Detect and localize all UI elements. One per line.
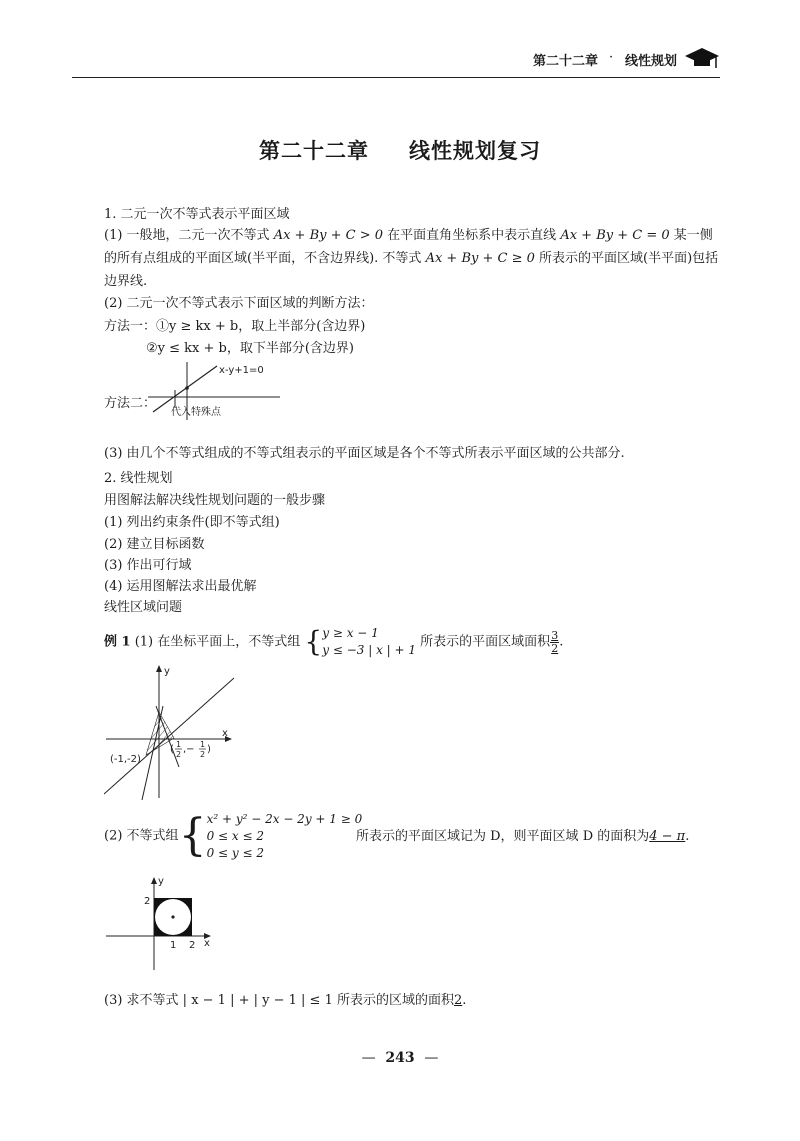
section1-paragraph2: (2) 二元一次不等式表示下面区域的判断方法： — [104, 296, 374, 311]
section2-heading: 2. 线性规划 — [104, 471, 173, 486]
q1-system — [322, 625, 416, 659]
s1p1-ineq2: Ax + By + C ≥ 0 — [425, 251, 535, 266]
example1-q2-tail: 所表示的平面区域记为 D，则平面区域 D 的面积为4 − π. — [356, 829, 690, 844]
method2-origin-dot — [185, 386, 189, 390]
graph2-y-label: y — [158, 876, 164, 887]
q3-text-a: (3) 求不等式 | x − 1 | + | y − 1 | ≤ 1 所表示的区域的面积 — [104, 993, 454, 1008]
method1-b: ②y ≤ kx + b，取下半部分(含边界) — [146, 341, 354, 356]
graph1-x-label: x — [222, 728, 228, 739]
example1-graph2 — [104, 874, 214, 974]
graph2-x-label: x — [204, 938, 210, 949]
graph2-tick-y2: 2 — [144, 896, 151, 907]
method2-boundary-line — [153, 366, 217, 412]
q3-answer: 2 — [453, 993, 463, 1008]
s1p1-b: 在平面直角坐标系中表示直线 — [387, 228, 557, 243]
graph1-comma: ,− — [183, 744, 195, 755]
s1p1-line: Ax + By + C = 0 — [560, 228, 670, 243]
example1-q3: (3) 求不等式 | x − 1 | + | y − 1 | ≤ 1 所表示的区域的面积2. — [104, 993, 467, 1008]
graph1-y-arrow — [156, 665, 162, 672]
graph1-py-num: 1 — [200, 740, 206, 749]
s1p1-d: 所表示的平面区域(半平面)包括边界线. — [104, 251, 719, 289]
example1-q1: 例 1 (1) 在坐标平面上，不等式组 { y ≥ x − 1 y ≤ −3 | x | + 1 所表示的平面区域面积 $\frac{3}{2}$ . — [104, 625, 564, 658]
q2-ineq3: 0 ≤ y ≤ 2 — [206, 845, 264, 860]
method1-a: ①y ≥ kx + b，取上半部分(含边界) — [156, 319, 366, 334]
graduation-cap-icon — [683, 44, 721, 70]
section1-heading: 1. 二元一次不等式表示平面区域 — [104, 207, 290, 222]
s1p1-ineq: Ax + By + C > 0 — [273, 228, 384, 243]
q1-text-a: (1) 在坐标平面上，不等式组 — [134, 634, 301, 650]
graph1-y-label: y — [164, 666, 170, 677]
section1-paragraph1 — [104, 224, 724, 293]
title-chapter: 第二十二章 — [259, 139, 369, 163]
header-separator: · — [609, 50, 614, 65]
graph1-py-den: 2 — [200, 750, 206, 759]
q1-answer-num: 3 — [551, 628, 559, 642]
q2-text-a: (2) 不等式组 — [104, 828, 179, 844]
section1-paragraph3: (3) 由几个不等式组成的不等式组表示的平面区域是各个不等式所表示平面区域的公共部分. — [104, 446, 625, 461]
graph1-point-left: (-1,-2) — [110, 754, 141, 765]
q1-ineq2: y ≤ −3 | x | + 1 — [322, 643, 417, 657]
section2-step1: (1) 列出约束条件(即不等式组) — [104, 515, 280, 530]
graph1-px-den: 2 — [176, 750, 182, 759]
graph2-tick-x2: 2 — [189, 940, 196, 951]
method2-line-label: x-y+1=0 — [219, 365, 264, 376]
graph2-center-dot — [171, 915, 174, 918]
q2-system — [207, 811, 363, 862]
q1-answer-den: 2 — [551, 641, 559, 655]
q1-answer — [550, 630, 559, 655]
q1-text-b: 所表示的平面区域面积 — [420, 634, 551, 650]
method2-diagram — [145, 360, 285, 422]
section2-step3: (3) 作出可行域 — [104, 558, 192, 573]
section2-subheading: 线性区域问题 — [104, 600, 183, 615]
graph1-point-right-close: ) — [207, 744, 211, 755]
q2-ineq2: 0 ≤ x ≤ 2 — [206, 828, 264, 843]
example1-graph1 — [104, 662, 244, 802]
title-name: 线性规划复习 — [409, 139, 541, 163]
graph1-px-num: 1 — [176, 740, 182, 749]
header-topic: 线性规划 — [625, 54, 678, 69]
section2-intro: 用图解法解决线性规划问题的一般步骤 — [104, 493, 326, 508]
page-title — [0, 135, 800, 165]
graph1-line-y-eq-x-minus-1 — [104, 678, 234, 794]
example1-label: 例 1 — [104, 634, 131, 650]
method1-label: 方法一： — [104, 319, 157, 334]
header-rule — [72, 77, 720, 78]
section2-step4: (4) 运用图解法求出最优解 — [104, 579, 257, 594]
page-footer: — 243 — — [361, 1050, 439, 1066]
graph1-point-right-open: ( — [170, 744, 174, 755]
graph2-y-arrow — [151, 877, 157, 884]
method2-point-label: 代入特殊点 — [171, 407, 221, 418]
graph2-tick-x1: 1 — [170, 940, 177, 951]
q2-ineq1: x² + y² − 2x − 2y + 1 ≥ 0 — [206, 811, 363, 826]
q1-ineq1: y ≥ x − 1 — [322, 626, 379, 640]
q2-answer: 4 − π — [649, 829, 686, 844]
q2-text-b: 所表示的平面区域记为 D，则平面区域 D 的面积为 — [356, 829, 650, 844]
method2-label: 方法二： — [104, 396, 157, 411]
s1p1-c: 某一侧的所有点组成的平面区域(半平面，不含边界线). 不等式 — [104, 228, 713, 266]
s1p1-a: (1) 一般地，二元一次不等式 — [104, 228, 270, 243]
example1-q2: (2) 不等式组{ x² + y² − 2x − 2y + 1 ≥ 0 0 ≤ x ≤ 2 0 ≤ y ≤ 2 — [104, 810, 363, 861]
header-chapter: 第二十二章 — [533, 54, 599, 69]
graph1-line-left — [142, 706, 163, 800]
method1 — [104, 318, 365, 336]
page-number: 243 — [385, 1050, 415, 1066]
section2-step2: (2) 建立目标函数 — [104, 537, 205, 552]
